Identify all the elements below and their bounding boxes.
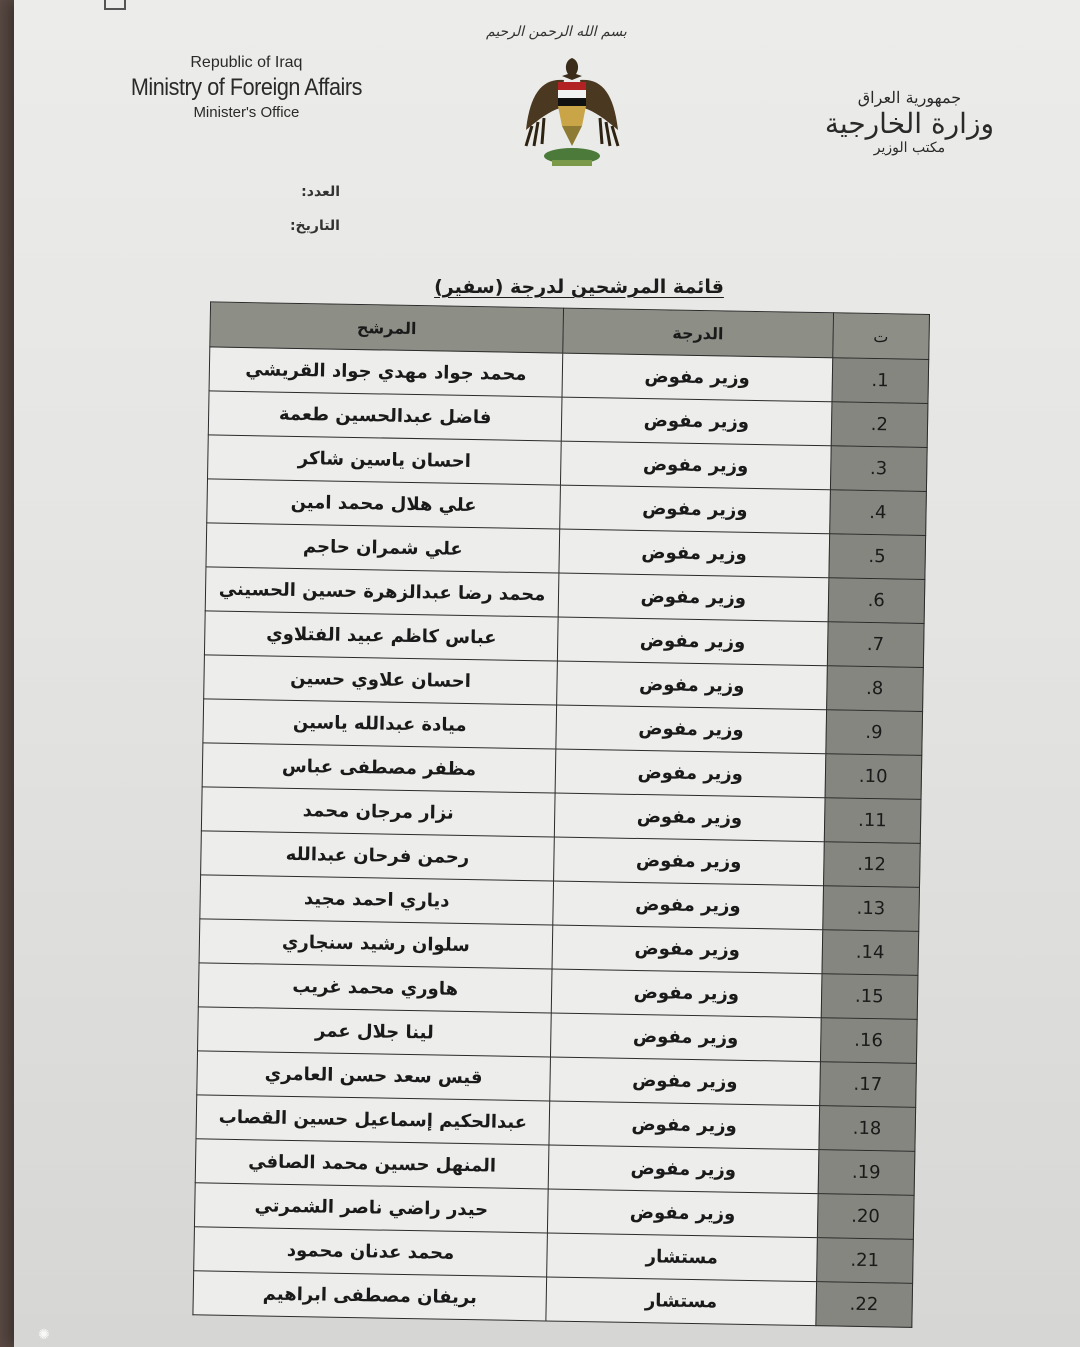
row-candidate: بريفان مصطفى ابراهيم — [193, 1271, 547, 1321]
row-number: 17. — [819, 1062, 916, 1108]
row-number: 12. — [823, 842, 920, 888]
row-number: 22. — [815, 1282, 912, 1328]
english-republic: Republic of Iraq — [190, 54, 303, 71]
english-office: Minister's Office — [193, 104, 300, 121]
row-number: 21. — [816, 1238, 913, 1284]
row-candidate: ميادة عبدالله ياسين — [203, 699, 557, 749]
header-candidate: المرشح — [210, 302, 564, 353]
row-candidate: عباس كاظم عبيد الفتلاوي — [204, 611, 558, 661]
row-candidate: حيدر راضي ناصر الشمرتي — [194, 1183, 548, 1233]
row-number: 16. — [820, 1018, 917, 1064]
header-grade: الدرجة — [563, 308, 833, 358]
row-number: 14. — [822, 930, 919, 976]
arabic-republic: جمهورية العراق — [857, 88, 962, 107]
row-candidate: محمد جواد مهدي جواد القريشي — [209, 347, 563, 397]
row-number: 2. — [831, 402, 928, 448]
row-grade: وزير مفوض — [561, 441, 831, 490]
basmala: بسم الله الرحمن الرحيم — [486, 24, 627, 40]
row-grade: وزير مفوض — [557, 661, 827, 710]
row-grade: وزير مفوض — [549, 1101, 819, 1150]
row-number: 20. — [817, 1194, 914, 1240]
table-body — [193, 347, 929, 1327]
iraq-eagle-emblem — [522, 50, 622, 174]
english-ministry: Ministry of Foreign Affairs — [130, 74, 362, 101]
row-candidate: لينا جلال عمر — [198, 1007, 552, 1057]
row-grade: وزير مفوض — [553, 881, 823, 930]
row-grade: وزير مفوض — [562, 353, 832, 402]
row-candidate: رحمن فرحان عبدالله — [201, 831, 555, 881]
number-label: العدد: — [301, 184, 340, 200]
row-candidate: المنهل حسين محمد الصافي — [195, 1139, 549, 1189]
document-title: قائمة المرشحين لدرجة (سفير) — [434, 276, 724, 298]
row-number: 13. — [822, 886, 919, 932]
row-grade: وزير مفوض — [558, 573, 828, 622]
row-number: 7. — [827, 622, 924, 668]
row-candidate: علي شمران حاجم — [206, 523, 560, 573]
row-grade: وزير مفوض — [559, 529, 829, 578]
row-candidate: محمد عدنان محمود — [194, 1227, 548, 1277]
row-number: 9. — [825, 710, 922, 756]
row-candidate: محمد رضا عبدالزهرة حسين الحسيني — [205, 567, 559, 617]
row-grade: وزير مفوض — [550, 1057, 820, 1106]
row-candidate: احسان ياسين شاكر — [208, 435, 562, 485]
row-grade: وزير مفوض — [561, 397, 831, 446]
row-number: 6. — [828, 578, 925, 624]
row-grade: وزير مفوض — [554, 793, 824, 842]
row-number: 1. — [831, 358, 928, 404]
row-candidate: سلوان رشيد سنجاري — [199, 919, 553, 969]
row-grade: وزير مفوض — [556, 705, 826, 754]
date-label: التاريخ: — [289, 218, 340, 234]
row-number: 4. — [829, 490, 926, 536]
reference-fields — [280, 184, 340, 252]
row-number: 8. — [826, 666, 923, 712]
arabic-letterhead — [825, 88, 994, 156]
row-candidate: فاضل عبدالحسين طعمة — [208, 391, 562, 441]
candidates-table — [192, 301, 930, 1327]
row-grade: وزير مفوض — [552, 925, 822, 974]
watermark-logo: ✺ — [38, 1327, 50, 1343]
arabic-ministry: وزارة الخارجية — [824, 107, 994, 140]
row-candidate: قيس سعد حسن العامري — [197, 1051, 551, 1101]
row-grade: وزير مفوض — [548, 1145, 818, 1194]
row-number: 3. — [830, 446, 927, 492]
row-number: 19. — [818, 1150, 915, 1196]
row-grade: مستشار — [547, 1233, 817, 1282]
row-grade: وزير مفوض — [551, 969, 821, 1018]
row-number: 11. — [824, 798, 921, 844]
row-candidate: دياري احمد مجيد — [200, 875, 554, 925]
row-candidate: علي هلال محمد امين — [207, 479, 561, 529]
row-grade: وزير مفوض — [560, 485, 830, 534]
row-grade: مستشار — [546, 1277, 816, 1326]
row-number: 18. — [818, 1106, 915, 1152]
row-grade: وزير مفوض — [551, 1013, 821, 1062]
row-number: 5. — [828, 534, 925, 580]
english-letterhead — [118, 54, 375, 121]
row-number: 15. — [821, 974, 918, 1020]
row-candidate: عبدالحكيم إسماعيل حسين القصاب — [196, 1095, 550, 1145]
row-grade: وزير مفوض — [554, 837, 824, 886]
arabic-office: مكتب الوزير — [873, 140, 946, 156]
staple-mark — [104, 0, 126, 10]
row-candidate: نزار مرجان محمد — [201, 787, 555, 837]
row-candidate: مظفر مصطفى عباس — [202, 743, 556, 793]
row-grade: وزير مفوض — [547, 1189, 817, 1238]
row-number: 10. — [825, 754, 922, 800]
header-number: ت — [832, 313, 929, 360]
row-grade: وزير مفوض — [555, 749, 825, 798]
document-page — [14, 0, 1080, 1347]
row-candidate: احسان علاوي حسين — [204, 655, 558, 705]
row-grade: وزير مفوض — [557, 617, 827, 666]
row-candidate: هاوري محمد غريب — [198, 963, 552, 1013]
